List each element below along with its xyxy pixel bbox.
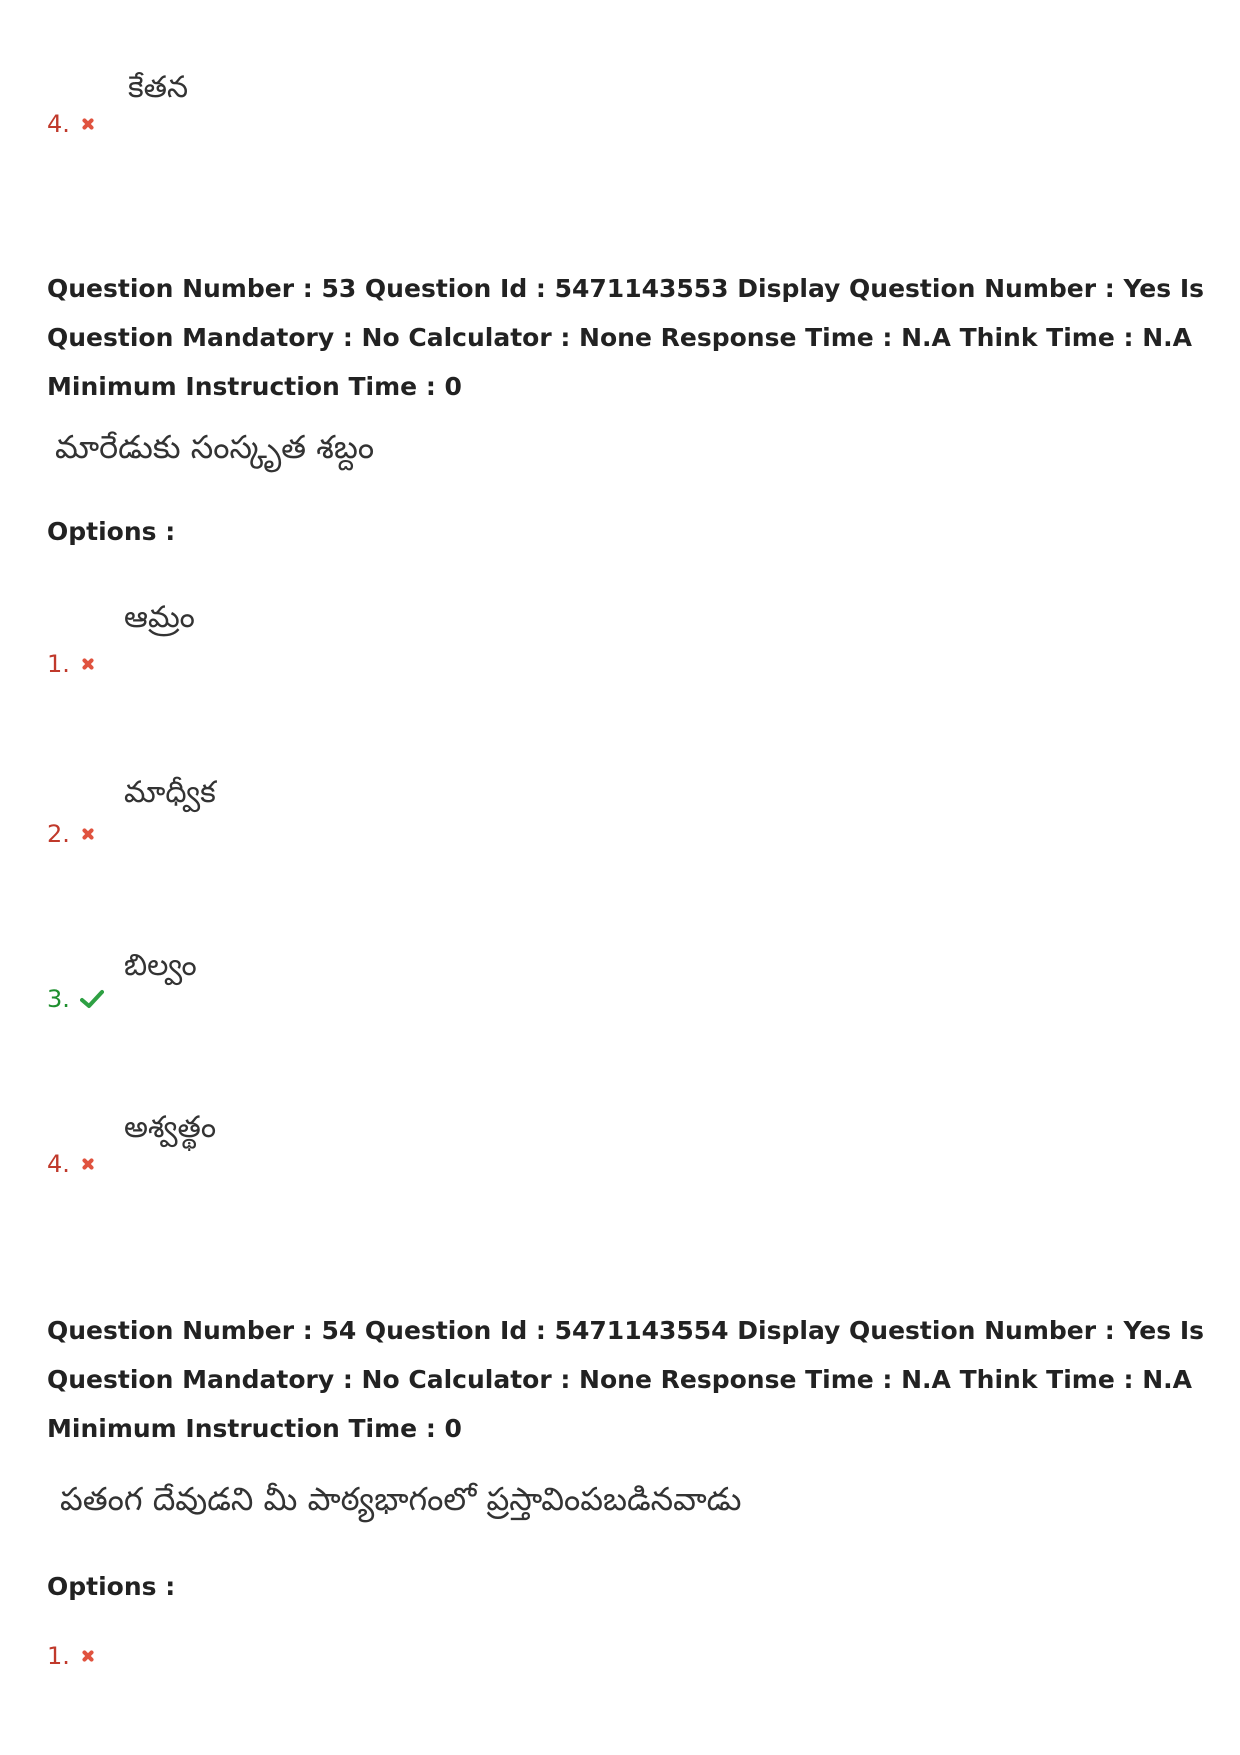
options-label: Options :	[47, 1572, 176, 1601]
question-text: మారేడుకు సంస్కృత శబ్దం	[55, 428, 375, 466]
cross-icon	[80, 1648, 96, 1664]
option-number	[47, 820, 96, 848]
cross-icon	[80, 1156, 96, 1172]
option-number-label: 1.	[47, 650, 70, 678]
option-number-label: 2.	[47, 820, 70, 848]
cross-icon	[80, 656, 96, 672]
option-text: మాధ్వీక	[124, 775, 216, 810]
option-number-label: 4.	[47, 110, 70, 138]
question-meta: Question Number : 54 Question Id : 5471143554 Display Question Number : Yes Is Question Mandatory : No Calculator : None Response Time : N.A Think Time : N.A Minimum Instruction Time : 0	[47, 1316, 1205, 1443]
check-icon	[80, 989, 104, 1009]
cross-icon	[80, 116, 96, 132]
option-number	[47, 110, 96, 138]
option-text: అశ్వత్థం	[124, 1110, 217, 1145]
option-number	[47, 1642, 96, 1670]
option-number	[47, 1150, 96, 1178]
cross-icon	[80, 826, 96, 842]
option-text: కేతన	[128, 70, 189, 105]
option-number	[47, 985, 104, 1013]
question-meta: Question Number : 53 Question Id : 5471143553 Display Question Number : Yes Is Question Mandatory : No Calculator : None Response Time : N.A Think Time : N.A Minimum Instruction Time : 0	[47, 274, 1205, 401]
options-label: Options :	[47, 517, 176, 546]
option-text: ఆమ్రం	[124, 600, 195, 635]
option-number-label: 1.	[47, 1642, 70, 1670]
option-number	[47, 650, 96, 678]
option-number-label: 4.	[47, 1150, 70, 1178]
option-number-label: 3.	[47, 985, 70, 1013]
question-text: పతంగ దేవుడని మీ పాఠ్యభాగంలో ప్రస్తావింపబడినవాడు	[60, 1480, 742, 1518]
option-text: బిల్వం	[124, 948, 197, 983]
